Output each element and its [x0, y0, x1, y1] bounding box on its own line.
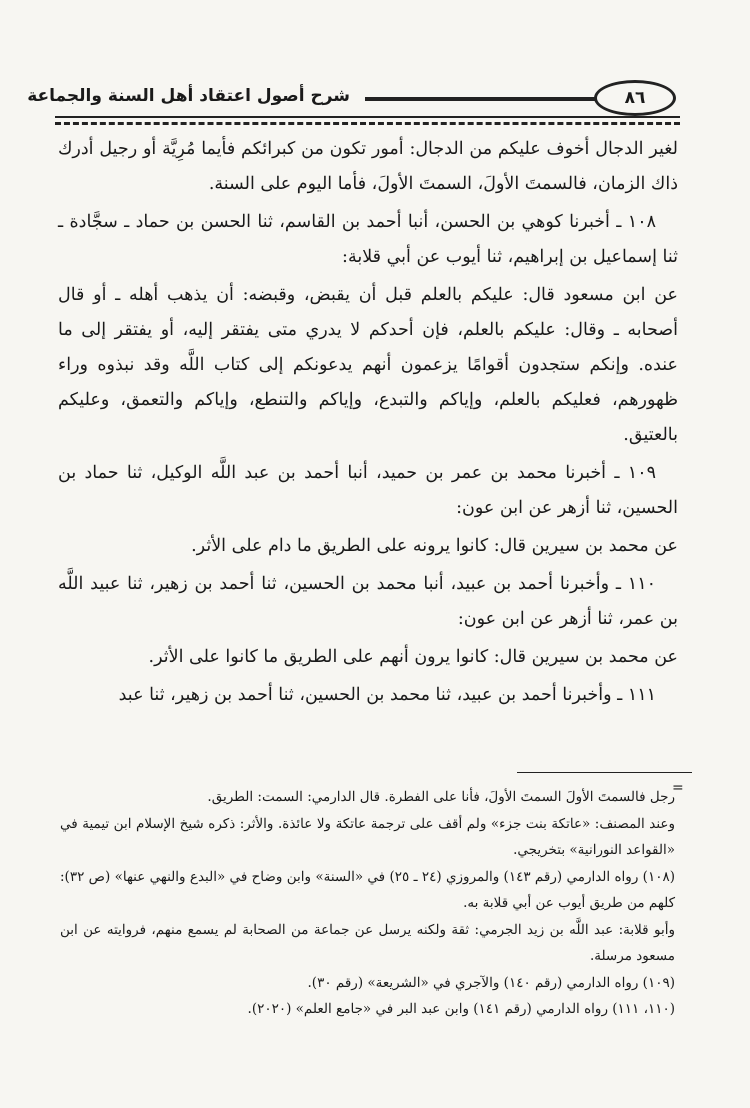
footnote: (١٠٩) رواه الدارمي (رقم ١٤٠) والآجري في «الشريعة» (رقم ٣٠). — [307, 974, 675, 991]
paragraph-hadith-111: ١١١ ـ وأخبرنا أحمد بن عبيد، ثنا محمد بن الحسين، ثنا أحمد بن زهير، ثنا عبد — [118, 685, 656, 705]
running-title: شرح أصول اعتقاد أهل السنة والجماعة — [27, 86, 350, 106]
page-number-badge — [594, 80, 676, 116]
paragraph: لغير الدجال أخوف عليكم من الدجال: أمور تكون من كبرائكم فأيما مُرِيَّة أو رجيل أدرك ذاك الزمان، فالسمتَ الأولَ، السمتَ الأولَ، فأما اليوم على السنة. — [58, 139, 678, 194]
paragraph-hadith-109: ١٠٩ ـ أخبرنا محمد بن عمر بن حميد، أنبا أحمد بن عبد اللَّه الوكيل، ثنا حماد بن الحسين، ثنا أزهر عن ابن عون: — [58, 463, 678, 518]
page-header — [27, 78, 680, 118]
paragraph: عن محمد بن سيرين قال: كانوا يرون أنهم على الطريق ما كانوا على الأثر. — [148, 647, 678, 667]
footnote: رجل فالسمتَ الأولَ السمتَ الأولَ، فأنا على الفطرة. قال الدارمي: السمت: الطريق. — [207, 789, 675, 805]
header-rule — [55, 116, 680, 118]
header-ornament-line — [365, 97, 595, 101]
paragraph: عن ابن مسعود قال: عليكم بالعلم قبل أن يقبض، وقبضه: أن يذهب أهله ـ أو قال أصحابه ـ وقال: عليكم بالعلم، فإن أحدكم لا يدري متى يفتقر إليه، أو يفتقر إلى ما عنده. وإنكم ستجدون أقوامًا يزعمون أنهم يدعونكم إلى كتاب اللَّه وقد نبذوه وراء ظهورهم، فعليكم بالعلم، وإياكم والتبدع، وإياكم والتنطع، وإياكم والتعمق، وعليكم بالعتيق. — [58, 285, 678, 445]
paragraph: عن محمد بن سيرين قال: كانوا يرونه على الطريق ما دام على الأثر. — [191, 536, 678, 556]
paragraph-hadith-108: ١٠٨ ـ أخبرنا كوهي بن الحسن، أنبا أحمد بن القاسم، ثنا الحسن بن حماد ـ سجَّادة ـ ثنا إسماعيل بن إبراهيم، ثنا أيوب عن أبي قلابة: — [58, 212, 678, 267]
footnote-separator — [517, 772, 692, 773]
footnote: (١١٠، ١١١) رواه الدارمي (رقم ١٤١) وابن عبد البر في «جامع العلم» (٢٠٢٠). — [247, 1001, 675, 1017]
main-text — [58, 132, 678, 716]
paragraph-hadith-110: ١١٠ ـ وأخبرنا أحمد بن عبيد، أنبا محمد بن الحسين، ثنا أحمد بن زهير، ثنا عبيد اللَّه بن عمر، ثنا أزهر عن ابن عون: — [58, 574, 678, 629]
footnote: (١٠٨) رواه الدارمي (رقم ١٤٣) والمروزي (٢٤ ـ ٢٥) في «السنة» وابن وضاح في «البدع والنهي عنها» (ص ٣٢): كلهم من طريق أيوب عن أبي قلابة به. — [60, 868, 675, 911]
header-dashed-rule — [55, 122, 680, 125]
page-number: ٨٦ — [624, 88, 646, 108]
footnote: وأبو قلابة: عبد اللَّه بن زيد الجرمي: ثقة ولكنه يرسل عن جماعة من الصحابة لم يسمع منهم، فروايته عن ابن مسعود مرسلة. — [60, 921, 675, 964]
footnotes — [60, 784, 675, 1023]
footnote-continuation-mark: = — [672, 780, 684, 796]
footnote: وعند المصنف: «عاتكة بنت جزء» ولم أقف على ترجمة عاتكة ولا عائذة. والأثر: ذكره شيخ الإسلام ابن تيمية في «القواعد النورانية» بتخريجي. — [60, 815, 675, 858]
